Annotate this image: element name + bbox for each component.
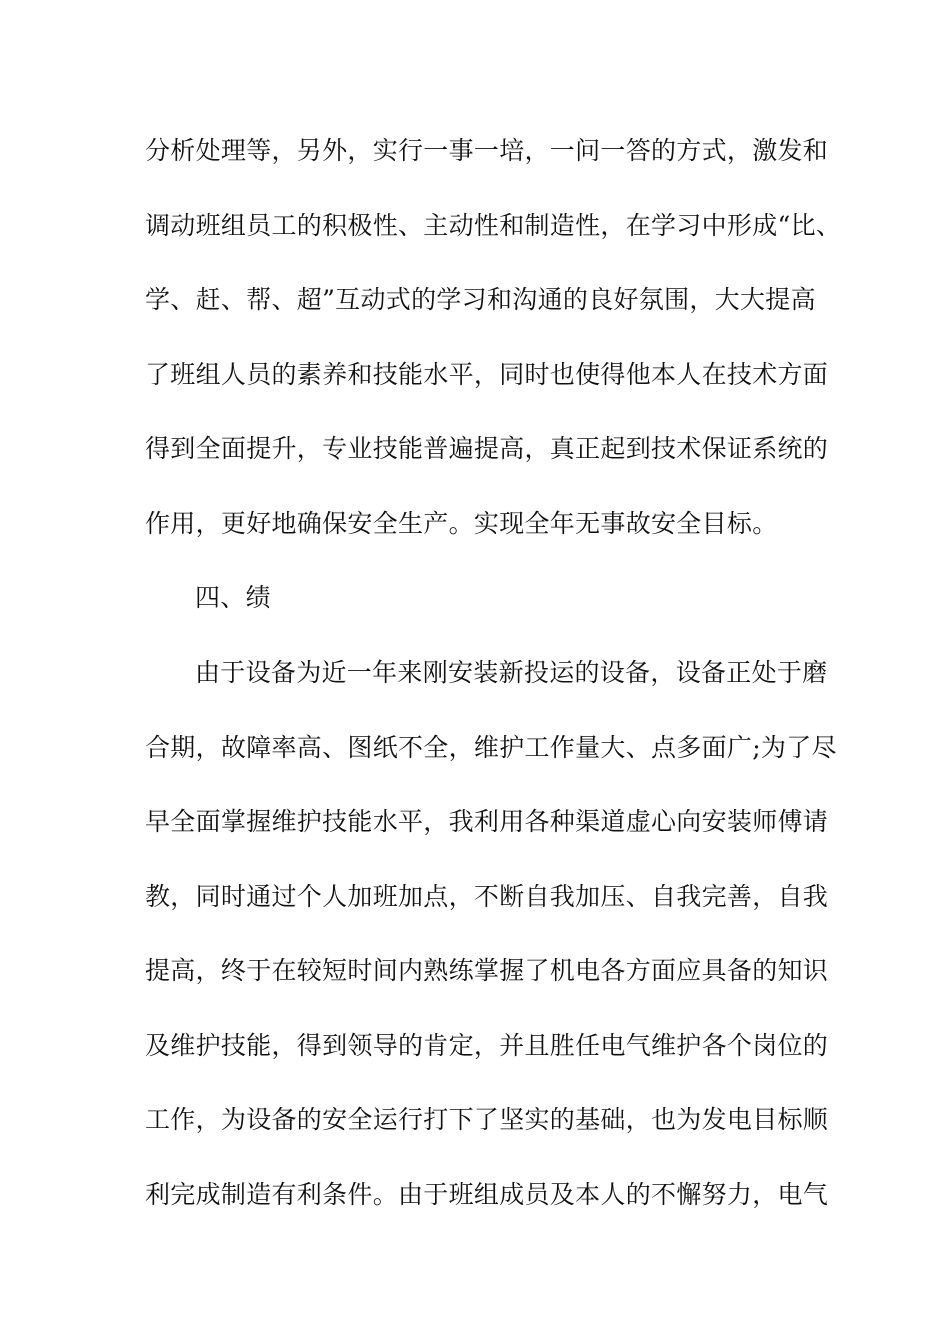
paragraph-line: 利完成制造有利条件。由于班组成员及本人的不懈努力，电气: [145, 1180, 829, 1209]
paragraph-line: 教，同时通过个人加班加点，不断自我加压、自我完善，自我: [145, 882, 829, 911]
paragraph-line: 提高，终于在较短时间内熟练掌握了机电各方面应具备的知识: [145, 956, 829, 985]
paragraph-line: 作用，更好地确保安全生产。实现全年无事故安全目标。: [145, 509, 778, 538]
paragraph-line: 早全面掌握维护技能水平，我利用各种渠道虚心向安装师傅请: [145, 807, 829, 836]
paragraph-line: 得到全面提升，专业技能普遍提高，真正起到技术保证系统的: [145, 434, 829, 463]
paragraph-line: 工作，为设备的安全运行打下了坚实的基础，也为发电目标顺: [145, 1105, 829, 1134]
paragraph-line: 学、赶、帮、超”互动式的学习和沟通的良好氛围，大大提高: [145, 285, 816, 314]
paragraph-line: 分析处理等，另外，实行一事一培，一问一答的方式，激发和: [145, 136, 829, 165]
paragraph-line: 调动班组员工的积极性、主动性和制造性，在学习中形成“比、: [145, 211, 842, 240]
section-heading: 四、绩: [195, 583, 271, 612]
paragraph-line: 了班组人员的素养和技能水平，同时也使得他本人在技术方面: [145, 360, 829, 389]
paragraph-line: 由于设备为近一年来刚安装新投运的设备，设备正处于磨: [195, 658, 828, 687]
paragraph-line: 及维护技能，得到领导的肯定，并且胜任电气维护各个岗位的: [145, 1031, 829, 1060]
paragraph-line: 合期，故障率高、图纸不全，维护工作量大、点多面广;为了尽: [145, 733, 837, 762]
